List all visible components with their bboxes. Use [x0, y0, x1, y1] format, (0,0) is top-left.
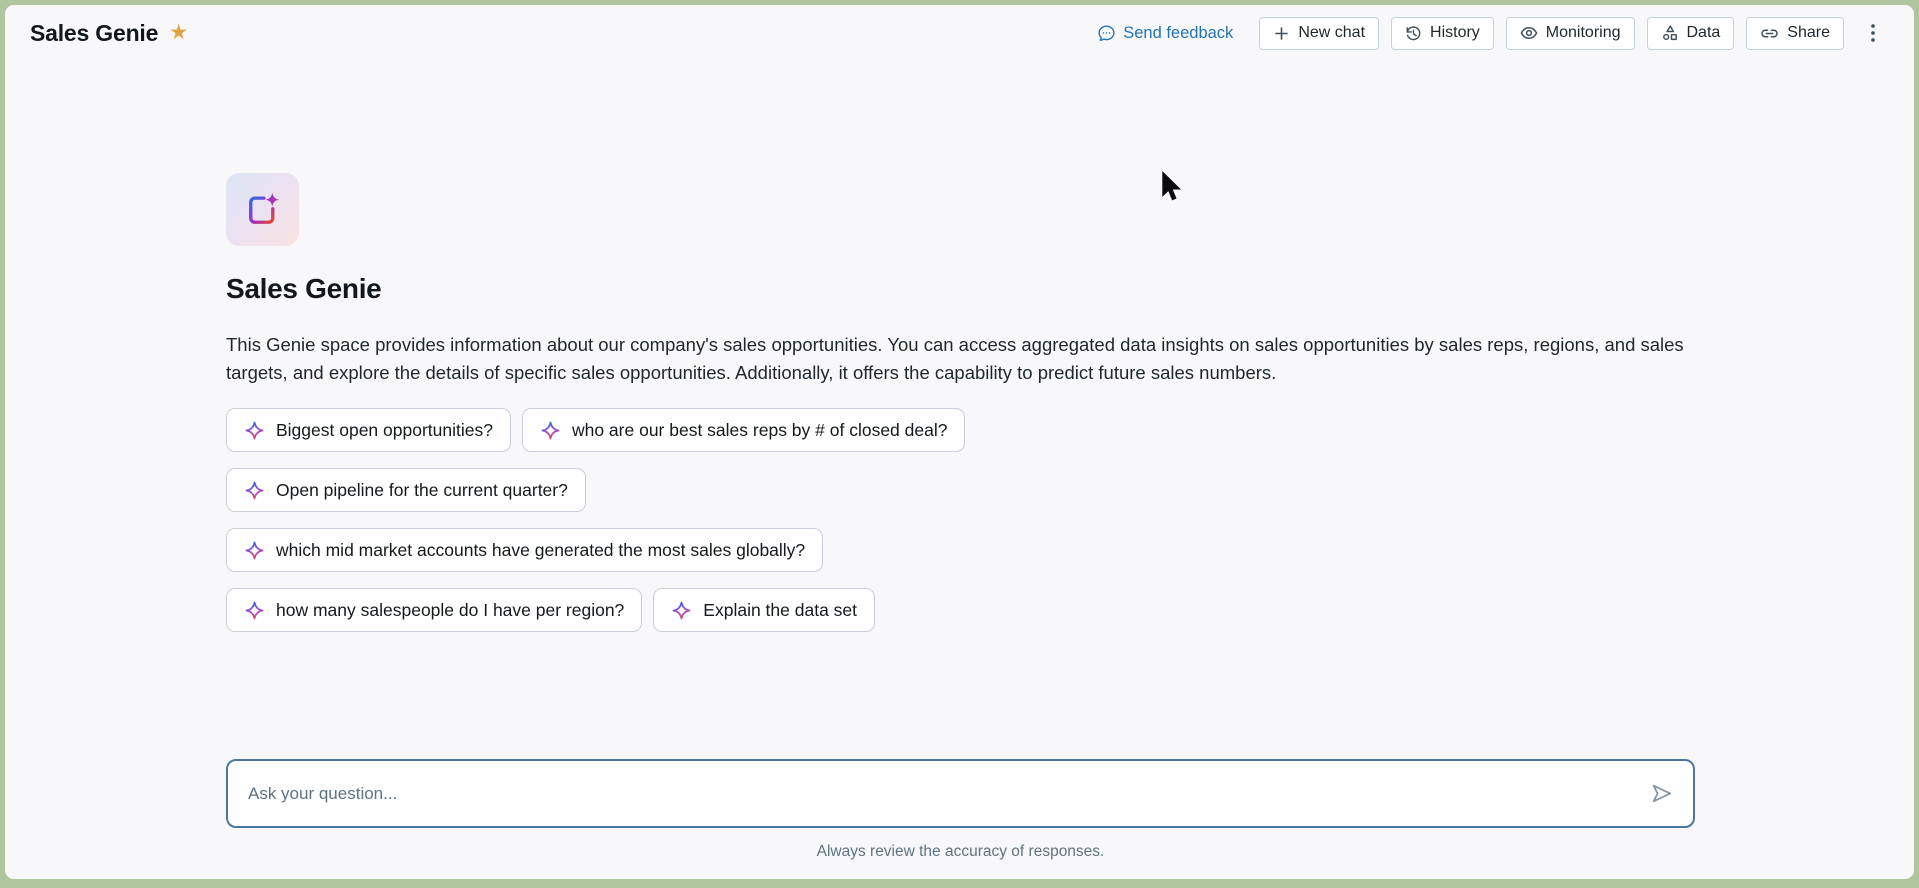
kebab-menu-button[interactable]: [1858, 17, 1888, 49]
title-group: [30, 20, 188, 47]
space-title: Sales Genie: [226, 273, 382, 304]
monitoring-button[interactable]: [1506, 17, 1635, 50]
send-icon: [1650, 782, 1673, 805]
page-title: Sales Genie: [30, 19, 159, 46]
top-bar: [5, 5, 1914, 61]
button-label: History: [1430, 24, 1480, 41]
suggestion-row: [226, 588, 875, 632]
suggestion-chip[interactable]: [653, 588, 875, 632]
feedback-bubble-icon: [1097, 24, 1116, 43]
kebab-menu-icon: [1864, 21, 1882, 45]
share-button[interactable]: [1746, 17, 1844, 50]
suggestion-label: how many salespeople do I have per region?: [276, 599, 625, 620]
space-overview: [226, 173, 1696, 632]
link-icon: [1760, 25, 1779, 42]
suggestion-label: Biggest open opportunities?: [276, 419, 493, 440]
send-button[interactable]: [1644, 776, 1679, 811]
plus-icon: [1273, 25, 1290, 42]
genie-space-icon: [226, 173, 299, 246]
question-composer: [226, 759, 1695, 828]
suggestion-chip[interactable]: [226, 588, 642, 632]
suggestion-chip[interactable]: [522, 408, 966, 452]
sparkle-icon: [540, 420, 561, 441]
new-chat-button[interactable]: [1259, 17, 1379, 50]
sparkle-icon: [244, 480, 265, 501]
question-input[interactable]: [228, 761, 1644, 826]
suggestion-chip[interactable]: [226, 528, 823, 572]
suggestion-label: Open pipeline for the current quarter?: [276, 479, 568, 500]
data-button[interactable]: [1647, 17, 1735, 50]
eye-icon: [1520, 24, 1538, 42]
feedback-label: Send feedback: [1123, 23, 1234, 42]
suggestion-label: who are our best sales reps by # of closed deal?: [571, 419, 948, 440]
suggestion-chip[interactable]: [226, 468, 586, 512]
button-label: Share: [1787, 24, 1830, 41]
schema-icon: [1661, 24, 1679, 42]
suggested-questions: [226, 408, 1696, 632]
accuracy-disclaimer: Always review the accuracy of responses.: [816, 843, 1105, 860]
space-description: This Genie space provides information about our company's sales opportunities. You can access aggregated data insights on sales opportunities by sales reps, regions, and sales targets, and explore the details of specific sales opportunities. Additionally, it offers the capability to predict future sales numbers.: [226, 334, 1684, 383]
send-feedback-link[interactable]: [1097, 24, 1233, 43]
suggestion-chip[interactable]: [226, 408, 511, 452]
button-label: New chat: [1298, 24, 1366, 41]
history-button[interactable]: [1391, 17, 1494, 50]
suggestion-row: [226, 468, 586, 512]
header-actions: [1097, 17, 1888, 50]
suggestion-label: which mid market accounts have generated the most sales globally?: [276, 539, 806, 560]
genie-space-page: [5, 5, 1914, 879]
favorite-star-icon[interactable]: ★: [169, 20, 189, 44]
suggestion-row: [226, 528, 823, 572]
sparkle-icon: [671, 600, 692, 621]
sparkle-icon: [244, 420, 265, 441]
sparkle-icon: [244, 600, 265, 621]
button-label: Monitoring: [1545, 24, 1621, 41]
suggestion-row: [226, 408, 965, 452]
suggestion-label: Explain the data set: [703, 599, 858, 620]
history-icon: [1405, 25, 1422, 42]
sparkle-icon: [244, 540, 265, 561]
button-label: Data: [1686, 24, 1721, 41]
